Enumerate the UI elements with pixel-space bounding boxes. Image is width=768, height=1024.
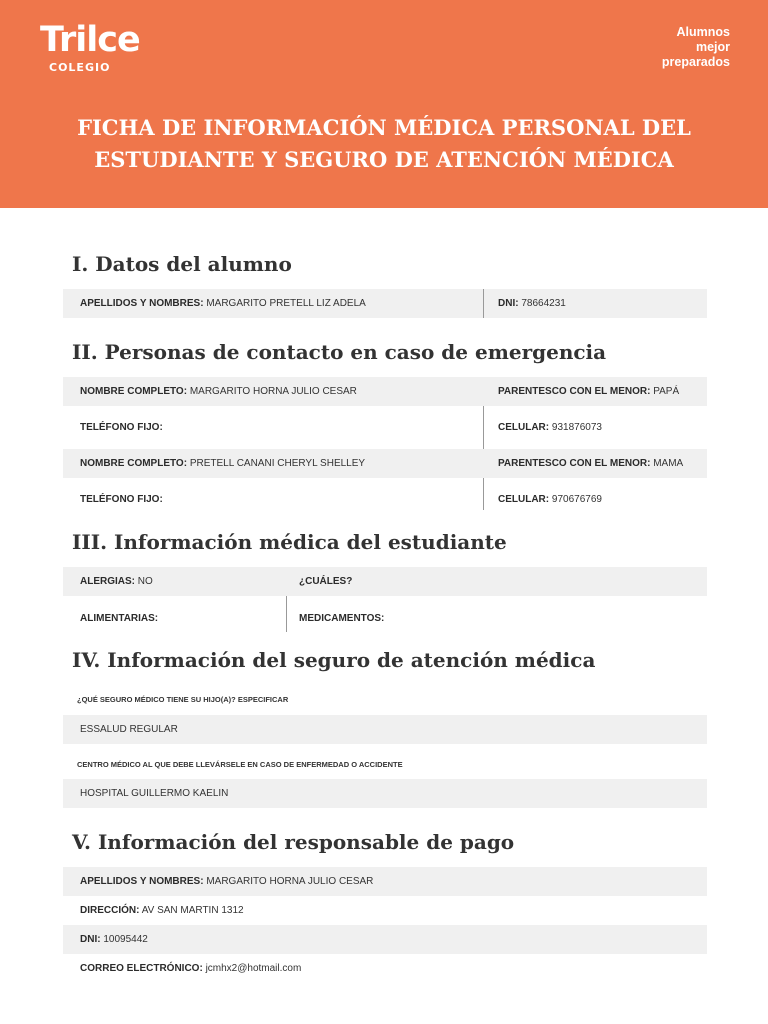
contact-relation-value: MAMA (653, 458, 684, 469)
student-dni-field (498, 289, 698, 318)
contact-cell-label: CELULAR: (498, 494, 550, 505)
contact-name-value: MARGARITO HORNA JULIO CESAR (189, 386, 357, 397)
contact-relation-label: PARENTESCO CON EL MENOR: (498, 386, 651, 397)
student-name-field (80, 289, 480, 318)
food-allergies-field (80, 604, 280, 633)
which-allergies-label: ¿CUÁLES? (299, 576, 353, 587)
contact-relation-label: PARENTESCO CON EL MENOR: (498, 458, 651, 469)
tagline-line-3: preparados (661, 55, 730, 69)
insurance-question: ¿QUÉ SEGURO MÉDICO TIENE SU HIJO(A)? ESPECIFICAR (77, 695, 289, 704)
logo-brand: Trilce (40, 20, 140, 60)
document-title-line-2: ESTUDIANTE Y SEGURO DE ATENCIÓN MÉDICA (94, 147, 674, 172)
food-meds-row (63, 604, 707, 633)
student-dni-value: 78664231 (521, 298, 566, 309)
contact-1-relation-field (498, 377, 703, 406)
insurance-value: ESSALUD REGULAR (80, 724, 178, 735)
tagline-line-2: mejor (695, 40, 730, 54)
contact-phone-label: TELÉFONO FIJO: (80, 422, 163, 433)
student-dni-label: DNI: (498, 298, 519, 309)
which-allergies-field (299, 567, 599, 596)
contact-relation-value: PAPÁ (653, 386, 680, 397)
payer-name-value: MARGARITO HORNA JULIO CESAR (206, 876, 374, 887)
trilce-logo (40, 22, 140, 74)
student-name-label: APELLIDOS Y NOMBRES: (80, 298, 204, 309)
medication-allergies-field (299, 604, 599, 633)
contact-2-name-row (63, 449, 707, 478)
payer-email-label: CORREO ELECTRÓNICO: (80, 963, 203, 974)
food-allergies-label: ALIMENTARIAS: (80, 613, 159, 624)
contact-1-name-field (80, 377, 480, 406)
contact-cell-value: 931876073 (551, 422, 602, 433)
document-title (40, 112, 728, 176)
contact-name-label: NOMBRE COMPLETO: (80, 458, 188, 469)
payer-address-value: AV SAN MARTIN 1312 (141, 905, 244, 916)
payer-address-row (63, 896, 707, 925)
medication-allergies-label: MEDICAMENTOS: (299, 613, 385, 624)
section-title-contactos: II. Personas de contacto en caso de emergencia (72, 340, 607, 364)
tagline-line-1: Alumnos (676, 25, 730, 39)
column-divider (483, 289, 484, 318)
contact-phone-label: TELÉFONO FIJO: (80, 494, 163, 505)
contact-cell-value: 970676769 (551, 494, 602, 505)
payer-address-field (80, 896, 680, 925)
student-name-value: MARGARITO PRETELL LIZ ADELA (206, 298, 366, 309)
contact-1-name-row (63, 377, 707, 406)
contact-2-cell-field (498, 485, 703, 514)
payer-address-label: DIRECCIÓN: (80, 905, 140, 916)
contact-2-name-field (80, 449, 480, 478)
contact-cell-label: CELULAR: (498, 422, 550, 433)
payer-name-field (80, 867, 680, 896)
payer-dni-label: DNI: (80, 934, 101, 945)
allergies-value: NO (137, 576, 153, 587)
contact-1-phone-row (63, 413, 707, 442)
payer-email-field (80, 954, 680, 983)
student-row (63, 289, 707, 318)
medical-center-question: CENTRO MÉDICO AL QUE DEBE LLEVÁRSELE EN CASO DE ENFERMEDAD O ACCIDENTE (77, 760, 403, 769)
contact-name-label: NOMBRE COMPLETO: (80, 386, 188, 397)
payer-name-label: APELLIDOS Y NOMBRES: (80, 876, 204, 887)
contact-2-phone-row (63, 485, 707, 514)
section-title-datos-alumno: I. Datos del alumno (72, 252, 292, 276)
payer-dni-row (63, 925, 707, 954)
payer-name-row (63, 867, 707, 896)
section-title-seguro: IV. Información del seguro de atención médica (72, 648, 596, 672)
medical-center-row (63, 779, 707, 808)
contact-2-phone-field (80, 485, 480, 514)
logo-subtitle: COLEGIO (49, 61, 111, 74)
contact-1-cell-field (498, 413, 703, 442)
section-title-responsable-pago: V. Información del responsable de pago (72, 830, 515, 854)
payer-email-row (63, 954, 707, 983)
insurance-row (63, 715, 707, 744)
payer-dni-value: 10095442 (103, 934, 148, 945)
payer-email-value: jcmhx2@hotmail.com (205, 963, 302, 974)
medical-center-value: HOSPITAL GUILLERMO KAELIN (80, 788, 229, 799)
header-banner (0, 0, 768, 208)
section-title-info-medica: III. Información médica del estudiante (72, 530, 507, 554)
document-title-line-1: FICHA DE INFORMACIÓN MÉDICA PERSONAL DEL (77, 115, 691, 140)
tagline (662, 25, 730, 70)
contact-name-value: PRETELL CANANI CHERYL SHELLEY (189, 458, 366, 469)
contact-1-phone-field (80, 413, 480, 442)
allergies-row (63, 567, 707, 596)
contact-2-relation-field (498, 449, 703, 478)
allergies-field (80, 567, 280, 596)
allergies-label: ALERGIAS: (80, 576, 135, 587)
payer-dni-field (80, 925, 680, 954)
